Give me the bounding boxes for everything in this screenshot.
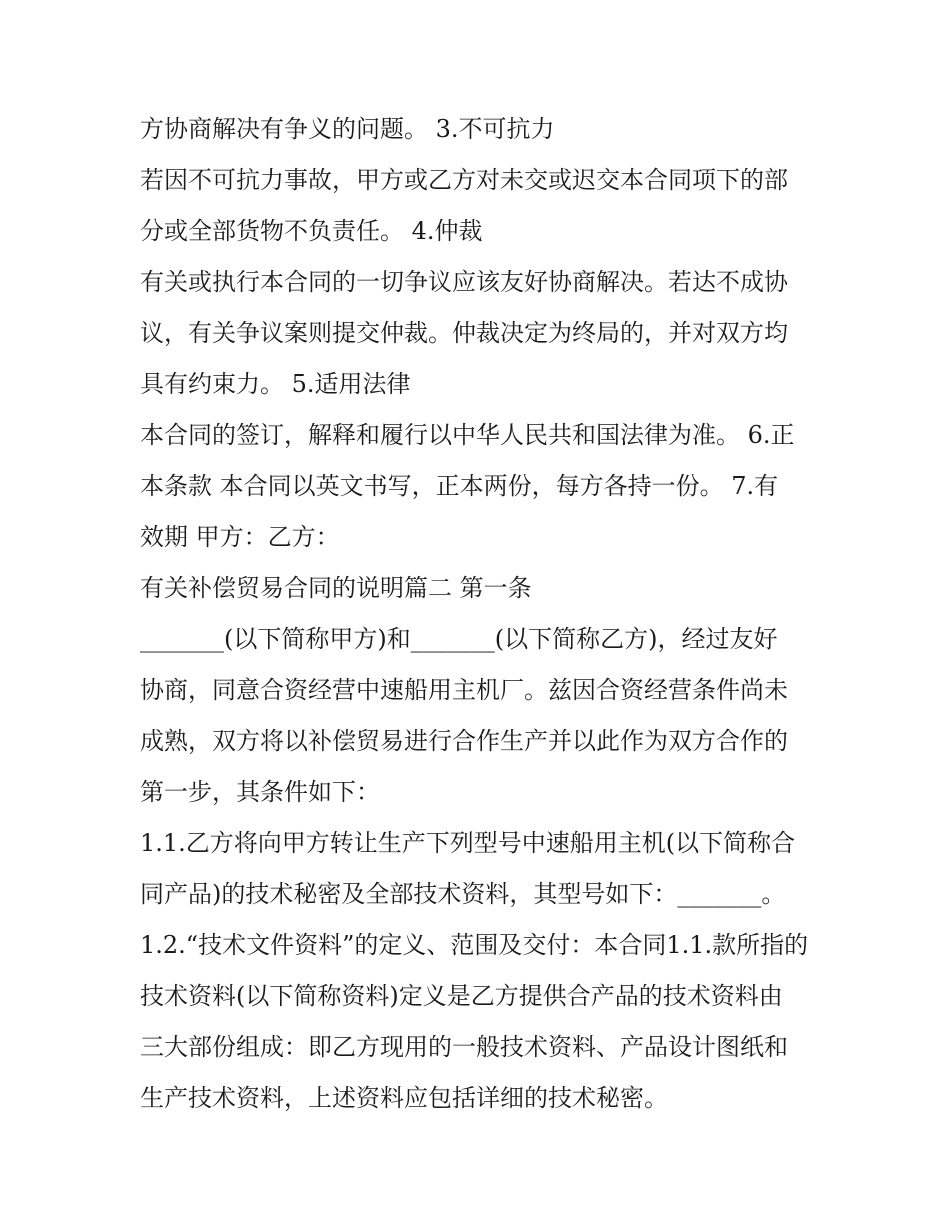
text-line: 具有约束力。 5.适用法律 (140, 370, 411, 398)
text-line: 1.1.乙方将向甲方转让生产下列型号中速船用主机(以下简称合 (140, 829, 796, 857)
text-line: 1.2.“技术文件资料”的定义、范围及交付：本合同1.1.款所指的 (140, 931, 809, 959)
text-line: 有关或执行本合同的一切争议应该友好协商解决。若达不成协 (140, 268, 788, 296)
text-line: 成熟，双方将以补偿贸易进行合作生产并以此作为双方合作的 (140, 727, 788, 755)
text-line: 本合同的签订，解释和履行以中华人民共和国法律为准。 6.正 (140, 421, 795, 449)
text-line: 若因不可抗力事故，甲方或乙方对未交或迟交本合同项下的部 (140, 166, 788, 194)
text-line: 技术资料(以下简称资料)定义是乙方提供合产品的技术资料由 (140, 982, 783, 1010)
section-heading: 有关补偿贸易合同的说明篇二 第一条 (140, 574, 532, 602)
text-line: 本条款 本合同以英文书写，正本两份，每方各持一份。 7.有 (140, 472, 779, 500)
text-line: 协商，同意合资经营中速船用主机厂。兹因合资经营条件尚未 (140, 676, 788, 704)
text-line: 生产技术资料，上述资料应包括详细的技术秘密。 (140, 1084, 668, 1112)
text-line: 议，有关争议案则提交仲裁。仲裁决定为终局的，并对双方均 (140, 319, 788, 347)
text-line: 效期 甲方：乙方： (140, 523, 340, 551)
text-line: 方协商解决有争义的问题。 3.不可抗力 (140, 115, 555, 143)
text-line: 同产品)的技术秘密及全部技术资料，其型号如下：_______。 (140, 880, 786, 908)
text-line: 分或全部货物不负责任。 4.仲裁 (140, 217, 483, 245)
text-line: 第一步，其条件如下： (140, 778, 380, 806)
document-body (140, 104, 820, 1124)
text-line: 三大部份组成：即乙方现用的一般技术资料、产品设计图纸和 (140, 1033, 788, 1061)
text-line: _______(以下简称甲方)和_______(以下简称乙方)，经过友好 (140, 625, 778, 653)
